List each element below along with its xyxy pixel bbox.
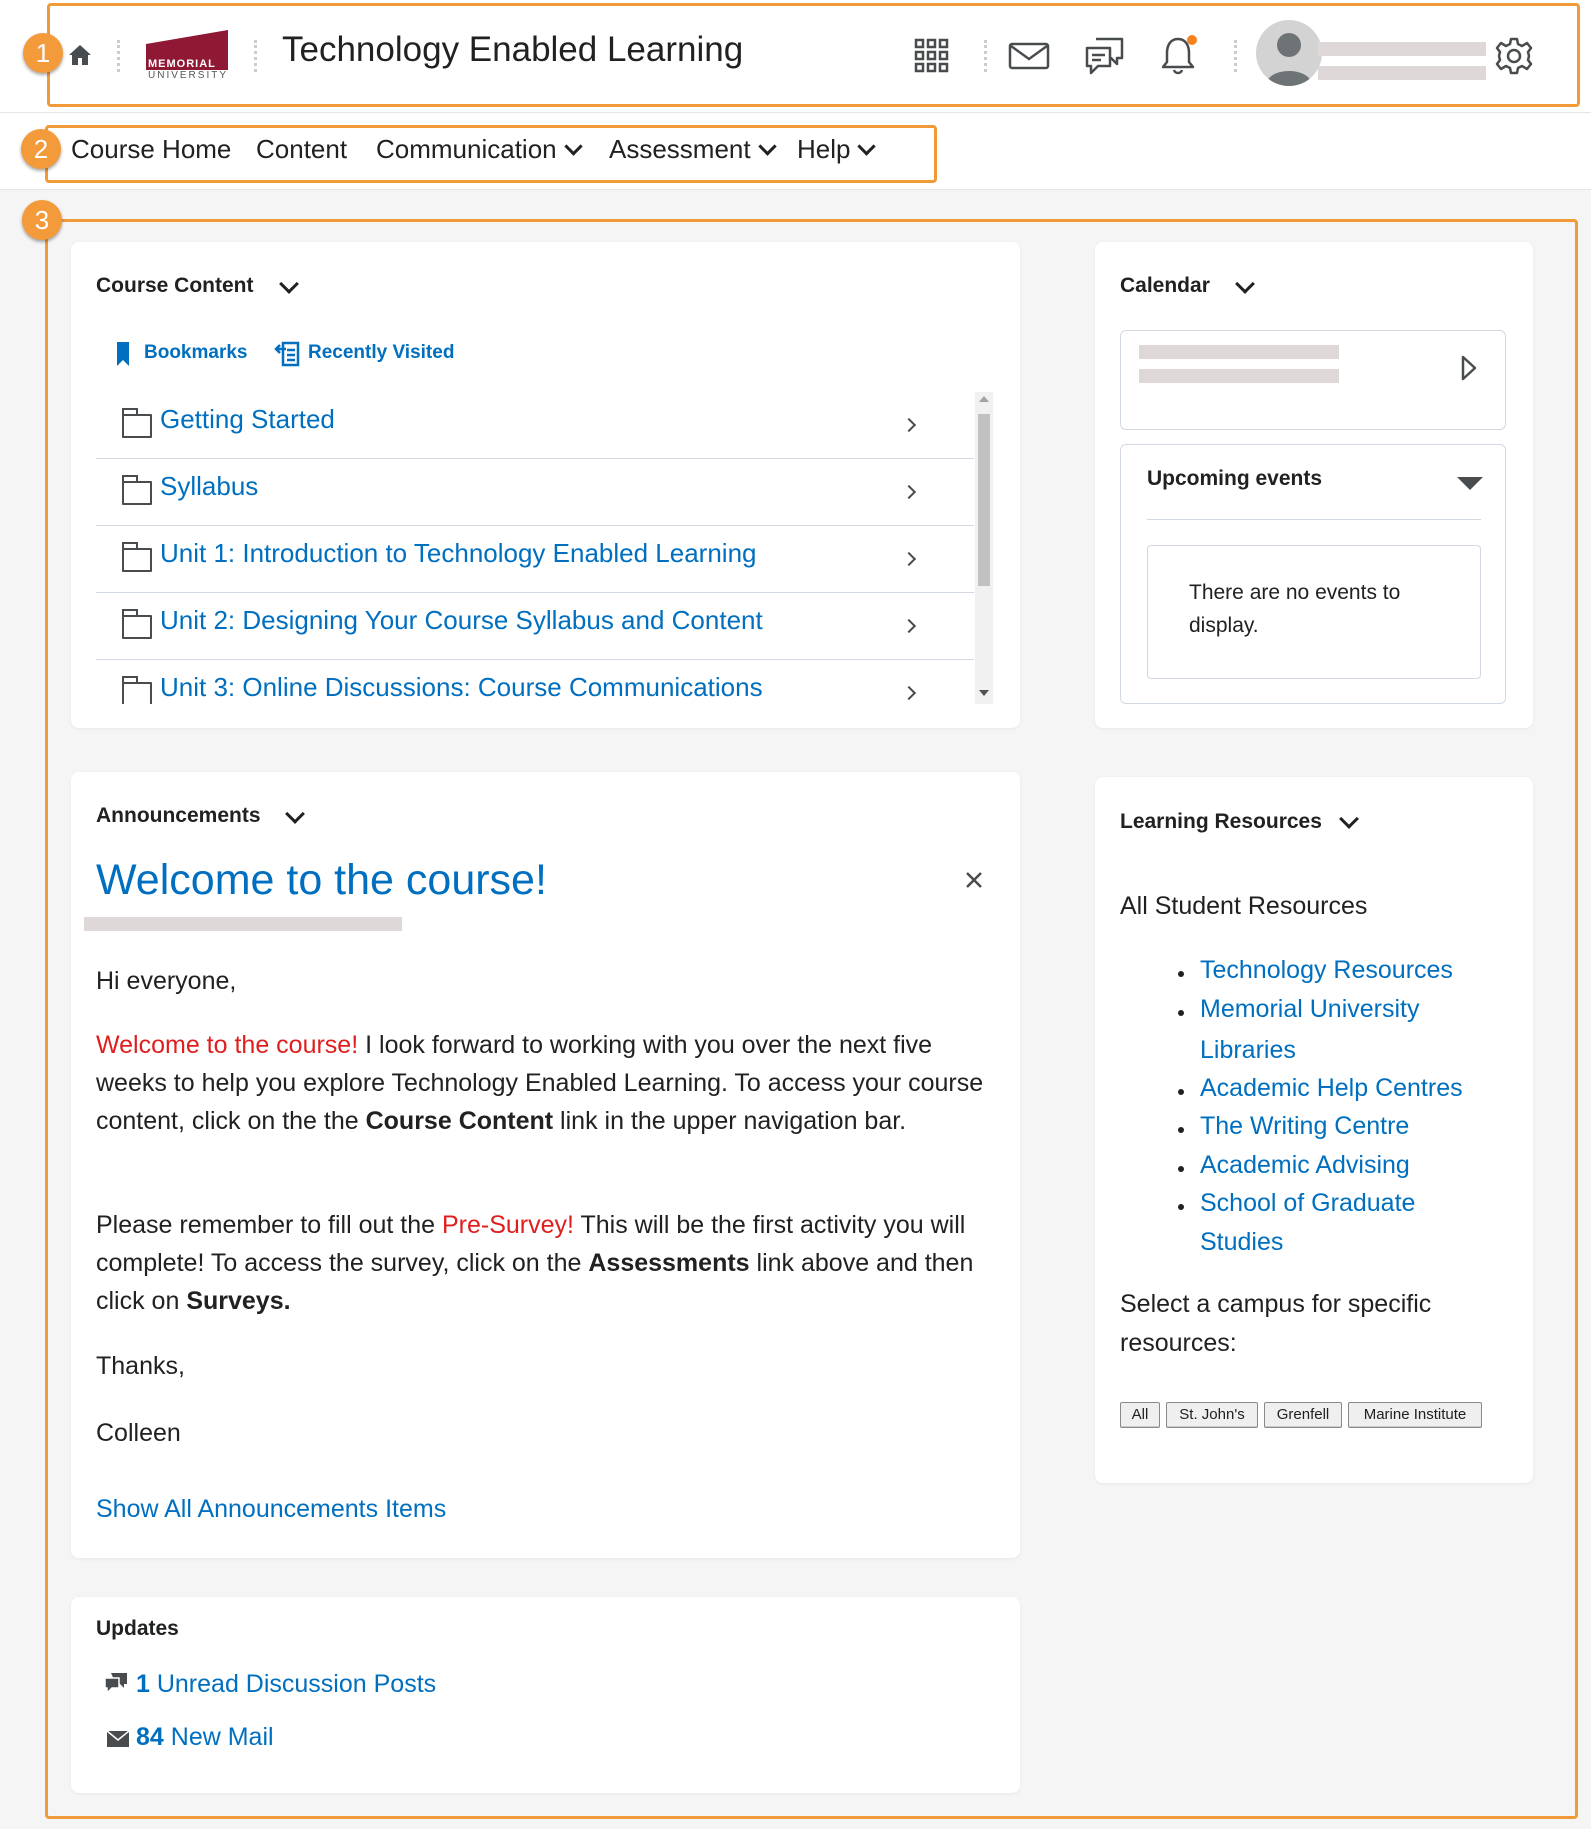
upcoming-events-panel [1120,444,1506,704]
list-bullet [1178,1127,1184,1133]
calendar-title: Calendar [1120,274,1210,297]
mail-label: New Mail [163,1723,274,1751]
chevron-right-icon [902,418,916,432]
body-text: link above and then click on [96,1249,974,1315]
announcement-paragraph-1 [96,1026,1006,1140]
upcoming-events-title: Upcoming events [1147,467,1323,490]
announcements-title: Announcements [96,804,261,827]
resource-link-libraries[interactable]: Libraries [1200,1036,1296,1064]
callout-badge-1: 1 [23,33,63,73]
folder-icon [122,682,152,704]
content-module-item[interactable] [96,593,974,660]
folder-icon [122,414,152,438]
body-text: This will be the first activity you will complete! To access the survey, click on the [96,1211,966,1277]
campus-button-marine-institute[interactable]: Marine Institute [1348,1402,1482,1428]
bookmark-icon [116,341,130,367]
chevron-right-icon [902,686,916,700]
no-events-message: There are no events to display. [1189,581,1401,637]
mail-icon [106,1730,130,1748]
bold-text: Surveys. [186,1287,291,1315]
module-label: Unit 1: Introduction to Technology Enabled Learning [160,538,757,568]
all-student-resources-heading: All Student Resources [1120,892,1368,920]
resource-link-technology[interactable]: Technology Resources [1200,956,1453,984]
folder-icon [122,615,152,639]
body-text: link in the upper navigation bar. [553,1107,907,1135]
bold-text: Course Content [365,1107,554,1135]
announcement-heading[interactable]: Welcome to the course! [96,856,547,904]
red-highlight-text: Welcome to the course! [96,1031,359,1059]
nav-label: Course Home [71,134,232,164]
logo-text-bottom: UNIVERSITY [148,70,229,81]
list-bullet [1178,971,1184,977]
module-label: Getting Started [160,404,335,434]
scrollbar-thumb[interactable] [978,414,990,586]
body-text: Please remember to fill out the [96,1211,442,1239]
redacted-date [84,917,402,931]
new-mail-link[interactable] [136,1723,274,1752]
campus-button-grenfell[interactable]: Grenfell [1264,1402,1342,1428]
unread-label: Unread Discussion Posts [149,1670,437,1698]
module-label: Unit 2: Designing Your Course Syllabus and Content [160,605,763,635]
chevron-right-icon [902,485,916,499]
resource-link-academic-help[interactable]: Academic Help Centres [1200,1074,1463,1102]
bookmarks-link[interactable]: Bookmarks [144,342,248,363]
resource-link-writing-centre[interactable]: The Writing Centre [1200,1112,1410,1140]
scroll-up-arrow[interactable] [979,396,989,402]
no-events-box [1147,545,1481,679]
content-module-item[interactable] [96,526,974,593]
announcement-paragraph-2 [96,1206,1006,1320]
updates-title: Updates [96,1617,179,1640]
folder-icon [122,548,152,572]
campus-prompt: Select a campus for specific [1120,1290,1432,1318]
folder-icon [122,481,152,505]
unread-discussion-link[interactable] [136,1670,436,1699]
course-title[interactable]: Technology Enabled Learning [282,30,744,69]
show-all-announcements-link[interactable]: Show All Announcements Items [96,1495,447,1523]
recently-visited-icon [274,340,300,368]
list-bullet [1178,1089,1184,1095]
callout-badge-3: 3 [22,200,62,240]
red-highlight-text: Pre-Survey! [442,1211,574,1239]
content-module-item[interactable] [96,392,974,459]
resource-link-libraries[interactable]: Memorial University [1200,995,1420,1023]
course-content-title: Course Content [96,274,254,297]
divider [1147,519,1481,520]
nav-label: Content [256,134,348,164]
body-text: I look forward to working with you over the next five weeks to help you explore Technology Enabled Learning. To access your course content, click on the the [96,1031,984,1135]
bold-text: Assessments [588,1249,750,1277]
redacted-date [1139,345,1339,359]
mail-count: 84 [136,1723,164,1751]
module-label: Syllabus [160,471,259,501]
announcement-signature: Colleen [96,1419,181,1447]
chevron-right-icon [902,619,916,633]
callout-badge-2: 2 [21,129,61,169]
resource-link-graduate-studies[interactable]: School of Graduate [1200,1189,1416,1217]
scroll-down-arrow[interactable] [979,690,989,696]
content-module-item[interactable] [96,660,974,704]
content-module-item[interactable] [96,459,974,526]
discussion-icon [104,1672,128,1694]
redacted-date [1139,369,1339,383]
resource-link-graduate-studies[interactable]: Studies [1200,1228,1284,1256]
announcement-thanks: Thanks, [96,1352,185,1380]
module-label: Unit 3: Online Discussions: Course Communications [160,672,763,702]
caret-down-icon[interactable] [1457,477,1483,490]
campus-prompt: resources: [1120,1329,1237,1357]
close-icon[interactable] [964,870,984,890]
list-bullet [1178,1204,1184,1210]
nav-label: Communication [376,134,557,164]
nav-highlight [45,125,937,183]
logo-text-top: MEMORIAL [148,58,216,70]
nav-label: Assessment [609,134,751,164]
campus-button-st-johns[interactable]: St. John's [1166,1402,1258,1428]
resource-link-academic-advising[interactable]: Academic Advising [1200,1151,1410,1179]
chevron-right-icon [902,552,916,566]
nav-label: Help [797,134,851,164]
unread-count: 1 [136,1670,150,1698]
content-scrollbar[interactable] [975,392,993,704]
learning-resources-title: Learning Resources [1120,810,1322,833]
list-bullet [1178,1166,1184,1172]
list-bullet [1178,1010,1184,1016]
calendar-date-box [1120,330,1506,430]
campus-button-all[interactable]: All [1120,1402,1160,1428]
next-arrow-icon[interactable] [1461,355,1477,381]
recently-visited-link[interactable]: Recently Visited [308,342,455,363]
course-content-list [96,392,974,704]
header-highlight [47,3,1580,107]
announcement-greeting: Hi everyone, [96,967,237,995]
